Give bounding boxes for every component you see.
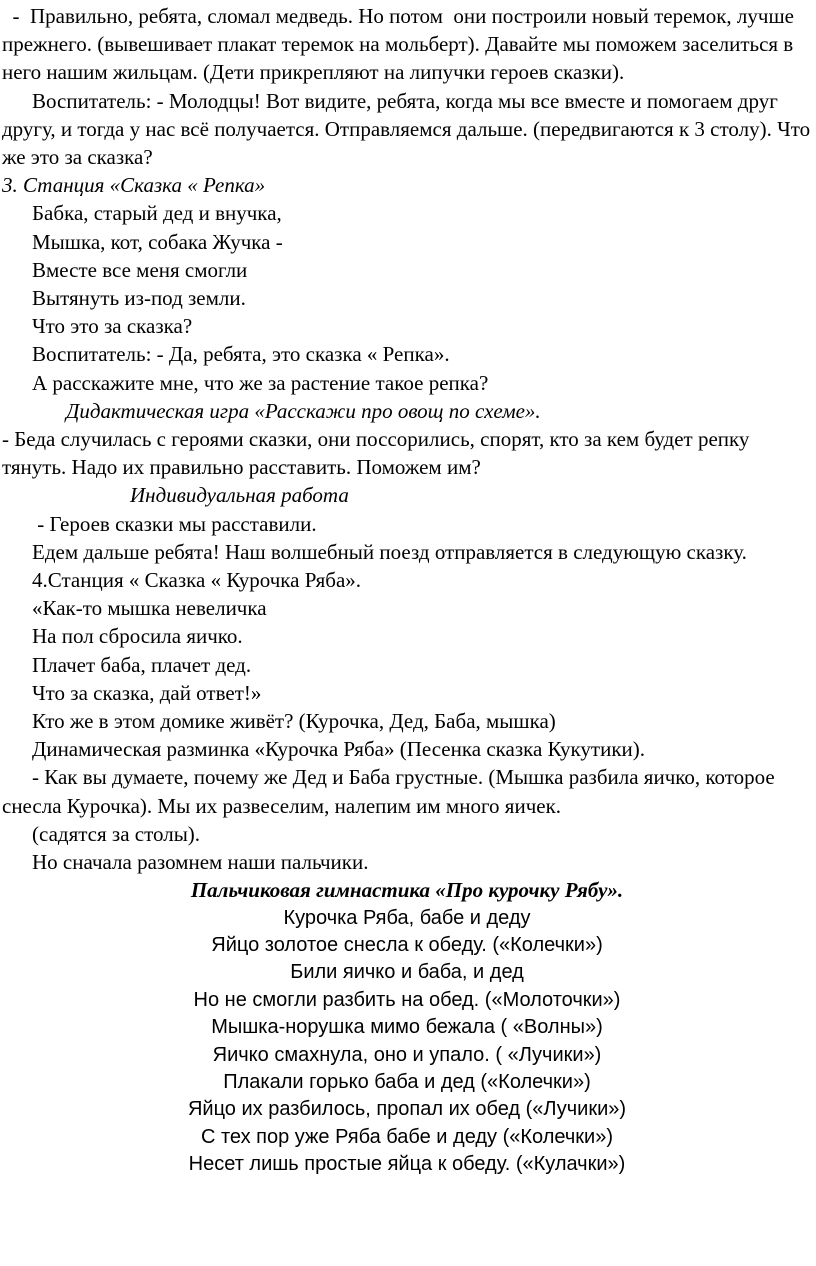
poem-line: Яйцо их разбилось, пропал их обед («Лучики») [187,1098,627,1121]
riddle-line-3: Вместе все меня смогли [32,257,248,282]
paragraph-sit-down: (садятся за столы). [32,821,201,846]
paragraph-heroes-arranged: - Героев сказки мы расставили. [32,511,317,536]
poem-line: Мышка-норушка мимо бежала ( «Волны») [211,1016,603,1039]
riddle-question: Что это за сказка? [32,314,193,339]
poem-line: Яичко смахнула, оно и упало. ( «Лучики») [212,1043,602,1066]
paragraph-house: Кто же в этом домике живёт? (Курочка, Дед, Баба, мышка) [32,709,556,734]
riddle2-line-4: Что за сказка, дай ответ!» [32,680,262,705]
paragraph-fingers: Но сначала разомнем наши пальчики. [32,850,369,875]
poem-line: Плакали горько баба и дед («Колечки») [223,1070,591,1093]
riddle-line-2: Мышка, кот, собака Жучка - [32,229,283,254]
paragraph-warmup: Динамическая разминка «Курочка Ряба» (Песенка сказка Кукутики). [32,737,646,762]
riddle2-line-3: Плачет баба, плачет дед. [32,652,252,677]
paragraph-train: Едем дальше ребята! Наш волшебный поезд отправляется в следующую сказку. [32,539,747,564]
poem-line: Курочка Ряба, бабе и деду [283,906,531,929]
poem-block [2,905,812,1179]
riddle-line-4: Вытянуть из-под земли. [32,286,246,311]
paragraph-sad: - Как вы думаете, почему же Дед и Баба грустные. (Мышка разбила яичко, которое снесла Курочка). Мы их развеселим, налепим им много яичек. [2,765,775,818]
poem-line: Били яичко и баба, и дед [290,961,524,984]
station-3-heading: 3. Станция «Сказка « Репка» [2,173,266,198]
paragraph-educator-praise: Воспитатель: - Молодцы! Вот видите, ребята, когда мы все вместе и помогаем друг другу, и тогда у нас всё получается. Отправляемся дальше. (передвигаются к 3 столу). Что же это за сказка? [2,88,811,170]
poem-line: С тех пор уже Ряба бабе и деду («Колечки») [201,1125,613,1148]
riddle2-line-2: На пол сбросила яичко. [32,624,243,649]
poem-line: Яйцо золотое снесла к обеду. («Колечки») [211,933,603,956]
poem-line: Но не смогли разбить на обед. («Молоточки») [193,988,621,1011]
station-4-heading: 4.Станция « Сказка « Курочка Ряба». [32,568,362,593]
didactic-game-heading: Дидактическая игра «Расскажи про овощ по схеме». [66,398,541,423]
gymnastics-title: Пальчиковая гимнастика «Про курочку Рябу». [190,878,624,903]
individual-work-heading: Индивидуальная работа [130,483,349,508]
paragraph-teremok: - Правильно, ребята, сломал медведь. Но потом они построили новый теремок, лучше прежнего. (вывешивает плакат теремок на мольберт). Давайте мы поможем заселиться в него нашим жильцам. (Дети прикрепляют на липучки героев сказки). [2,4,800,85]
riddle-line-1: Бабка, старый дед и внучка, [32,201,282,226]
poem-line: Несет лишь простые яйца к обеду. («Кулачки») [188,1153,626,1176]
paragraph-heroes-quarrel: - Беда случилась с героями сказки, они поссорились, спорят, кто за кем будет репку тянуть. Надо их правильно расставить. Поможем им? [2,427,750,480]
riddle2-line-1: «Как-то мышка невеличка [32,596,267,621]
paragraph-educator-repka: Воспитатель: - Да, ребята, это сказка « Репка». [32,342,450,367]
paragraph-question-repka: А расскажите мне, что же за растение такое репка? [32,370,489,395]
